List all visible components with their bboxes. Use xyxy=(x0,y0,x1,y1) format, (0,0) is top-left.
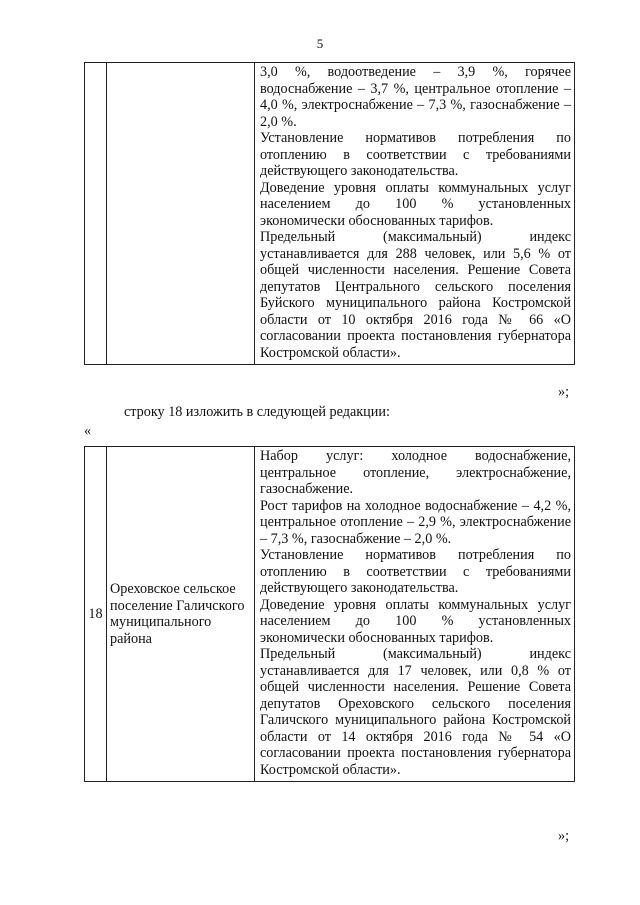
row-number-cell: 18 xyxy=(85,447,107,782)
measures-paragraph: Установление нормативов потребления по отоплению в соответствии с требованиями действующего законодательства. xyxy=(260,130,571,179)
measures-paragraph: Установление нормативов потребления по отоплению в соответствии с требованиями действующего законодательства. xyxy=(260,547,571,596)
settlement-name-cell xyxy=(107,447,255,782)
page-number: 5 xyxy=(316,36,324,51)
settlement-name: Ореховское сельское поселение Галичского муниципального района xyxy=(110,581,245,647)
measures-paragraph: Предельный (максимальный) индекс устанавливается для 288 человек, или 5,6 % от общей численности населения. Решение Совета депутатов Центрального сельского поселения Буйского муниципального района Костромской области от 10 октября 2016 года № 66 «О согласовании проекта постановления губернатора Костромской области». xyxy=(260,229,571,361)
measures-cell xyxy=(255,63,575,365)
table-row xyxy=(85,447,575,782)
closing-quote-1: »; xyxy=(558,384,570,400)
opening-quote: « xyxy=(84,423,92,439)
measures-cell xyxy=(255,447,575,782)
measures-paragraph: Доведение уровня оплаты коммунальных услуг населением до 100 % установленных экономически обоснованных тарифов. xyxy=(260,179,571,229)
table-row xyxy=(85,63,575,365)
continuation-table xyxy=(84,62,575,365)
closing-quote-2: »; xyxy=(558,828,570,844)
settlement-name-cell xyxy=(107,63,255,365)
measures-paragraph: Предельный (максимальный) индекс устанавливается для 17 человек, или 0,8 % от общей численности населения. Решение Совета депутатов Ореховского сельского поселения Галичского муниципального района Костромской области от 14 октября 2016 года № 54 «О согласовании проекта постановления губернатора Костромской области». xyxy=(260,646,571,778)
measures-paragraph: Набор услуг: холодное водоснабжение, центральное отопление, электроснабжение, газоснабжение. xyxy=(260,448,571,497)
measures-paragraph: Рост тарифов на холодное водоснабжение – 4,2 %, центральное отопление – 2,9 %, электроснабжение – 7,3 %, газоснабжение – 2,0 %. xyxy=(260,497,571,547)
instruction-text: строку 18 изложить в следующей редакции: xyxy=(124,404,390,420)
measures-paragraph: 3,0 %, водоотведение – 3,9 %, горячее водоснабжение – 3,7 %, центральное отопление – 4,0 %, электроснабжение – 7,3 %, газоснабжение – 2,0 %. xyxy=(260,64,571,130)
row-18-table xyxy=(84,446,575,782)
row-number-cell xyxy=(85,63,107,365)
measures-paragraph: Доведение уровня оплаты коммунальных услуг населением до 100 % установленных экономически обоснованных тарифов. xyxy=(260,596,571,646)
